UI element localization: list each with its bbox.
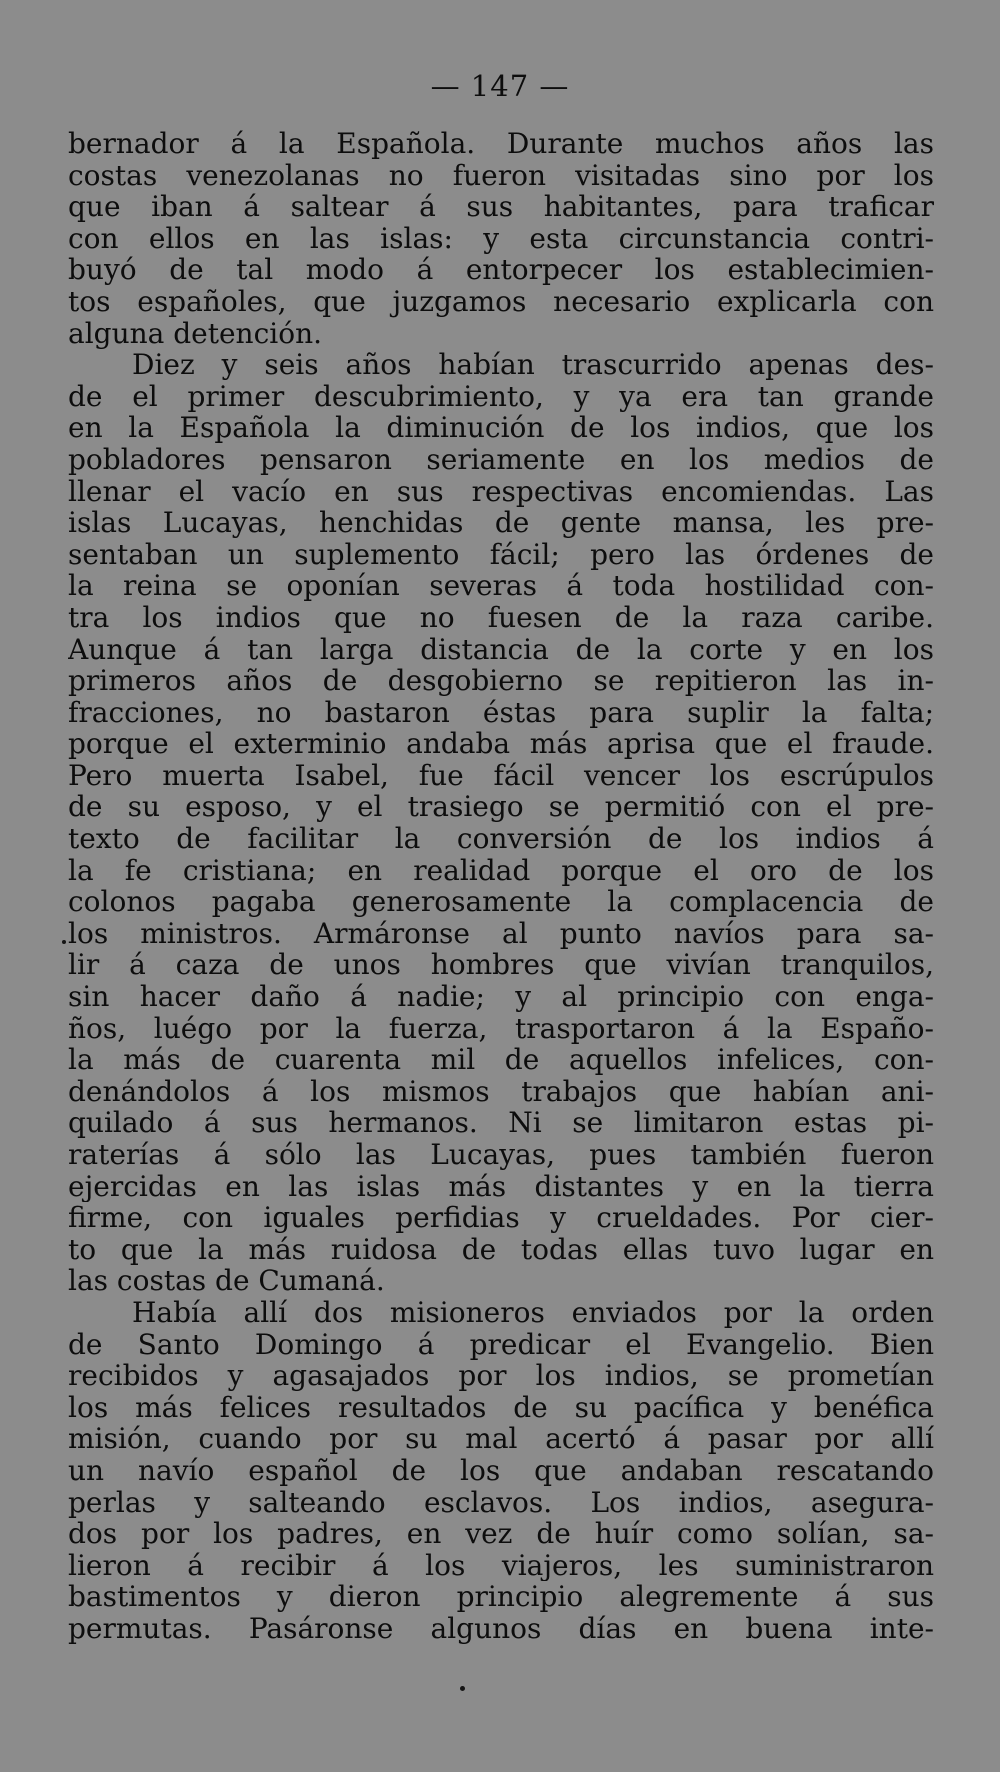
- text-line: fracciones, no bastaron éstas para suplir la falta;: [68, 696, 934, 729]
- text-line: permutas. Pasáronse algunos días en buena inte-: [68, 1612, 934, 1645]
- text-line: Pero muerta Isabel, fue fácil vencer los escrúpulos: [68, 759, 934, 792]
- text-line: costas venezolanas no fueron visitadas sino por los: [68, 159, 934, 192]
- text-line: lieron á recibir á los viajeros, les suministraron: [68, 1549, 934, 1582]
- ink-speck: [62, 940, 66, 944]
- text-line: que iban á saltear á sus habitantes, para traficar: [68, 191, 934, 223]
- text-line: colonos pagaba generosamente la complacencia de: [68, 886, 934, 918]
- text-line: un navío español de los que andaban rescatando: [68, 1454, 934, 1487]
- text-line: los más felices resultados de su pacífica y benéfica: [68, 1391, 934, 1424]
- text-line: llenar el vacío en sus respectivas encomiendas. Las: [68, 475, 934, 508]
- paragraph-1: [68, 128, 934, 349]
- text-line: recibidos y agasajados por los indios, se prometían: [68, 1360, 934, 1392]
- text-line: raterías á sólo las Lucayas, pues también fueron: [68, 1139, 934, 1171]
- text-line: bernador á la Española. Durante muchos años las: [68, 128, 934, 160]
- text-line: Diez y seis años habían trascurrido apenas des-: [132, 349, 934, 381]
- text-line: las costas de Cumaná.: [68, 1265, 385, 1297]
- text-line: tra los indios que no fuesen de la raza caribe.: [68, 601, 934, 634]
- text-line: misión, cuando por su mal acertó á pasar por allí: [68, 1423, 934, 1455]
- text-line: firme, con iguales perfidias y crueldades. Por cier-: [68, 1202, 934, 1234]
- text-line: los ministros. Armáronse al punto navíos para sa-: [68, 917, 934, 950]
- text-line: denándolos á los mismos trabajos que habían ani-: [68, 1075, 934, 1108]
- text-line: de Santo Domingo á predicar el Evangelio. Bien: [68, 1328, 934, 1361]
- text-line: sin hacer daño á nadie; y al principio con enga-: [68, 981, 934, 1013]
- text-line: dos por los padres, en vez de huír como solían, sa-: [68, 1518, 934, 1550]
- text-line: buyó de tal modo á entorpecer los establecimien-: [68, 254, 934, 286]
- text-line: quilado á sus hermanos. Ni se limitaron estas pi-: [68, 1107, 934, 1139]
- text-line: tos españoles, que juzgamos necesario explicarla con: [68, 285, 934, 318]
- text-line: lir á caza de unos hombres que vivían tranquilos,: [68, 949, 934, 982]
- text-line: de su esposo, y el trasiego se permitió con el pre-: [68, 791, 934, 824]
- ink-speck: [460, 1686, 465, 1691]
- text-line: la más de cuarenta mil de aquellos infelices, con-: [68, 1044, 934, 1076]
- text-line: alguna detención.: [68, 317, 323, 350]
- text-line: Aunque á tan larga distancia de la corte y en los: [68, 633, 934, 666]
- text-line: con ellos en las islas: y esta circunstancia contri-: [68, 222, 934, 255]
- text-line: porque el exterminio andaba más aprisa que el fraude.: [68, 728, 934, 760]
- text-line: ños, luégo por la fuerza, trasportaron á la Españo-: [68, 1012, 934, 1045]
- text-line: ejercidas en las islas más distantes y en la tierra: [68, 1170, 934, 1203]
- body-text: [68, 128, 934, 1645]
- text-line: Había allí dos misioneros enviados por la orden: [132, 1296, 934, 1329]
- paragraph-3: [68, 1297, 934, 1645]
- text-line: la reina se oponían severas á toda hostilidad con-: [68, 570, 934, 602]
- text-line: islas Lucayas, henchidas de gente mansa, les pre-: [68, 507, 934, 539]
- text-line: primeros años de desgobierno se repitieron las in-: [68, 665, 934, 697]
- text-line: bastimentos y dieron principio alegremente á sus: [68, 1581, 934, 1613]
- paragraph-2: [68, 349, 934, 1297]
- text-line: texto de facilitar la conversión de los indios á: [68, 823, 934, 855]
- text-line: la fe cristiana; en realidad porque el oro de los: [68, 854, 934, 887]
- page-number: — 147 —: [430, 69, 570, 103]
- text-line: de el primer descubrimiento, y ya era tan grande: [68, 380, 934, 413]
- text-line: sentaban un suplemento fácil; pero las órdenes de: [68, 538, 934, 571]
- text-line: perlas y salteando esclavos. Los indios, asegura-: [68, 1486, 934, 1519]
- text-line: pobladores pensaron seriamente en los medios de: [68, 443, 934, 476]
- text-line: to que la más ruidosa de todas ellas tuvo lugar en: [68, 1233, 934, 1266]
- text-line: en la Española la diminución de los indios, que los: [68, 412, 934, 444]
